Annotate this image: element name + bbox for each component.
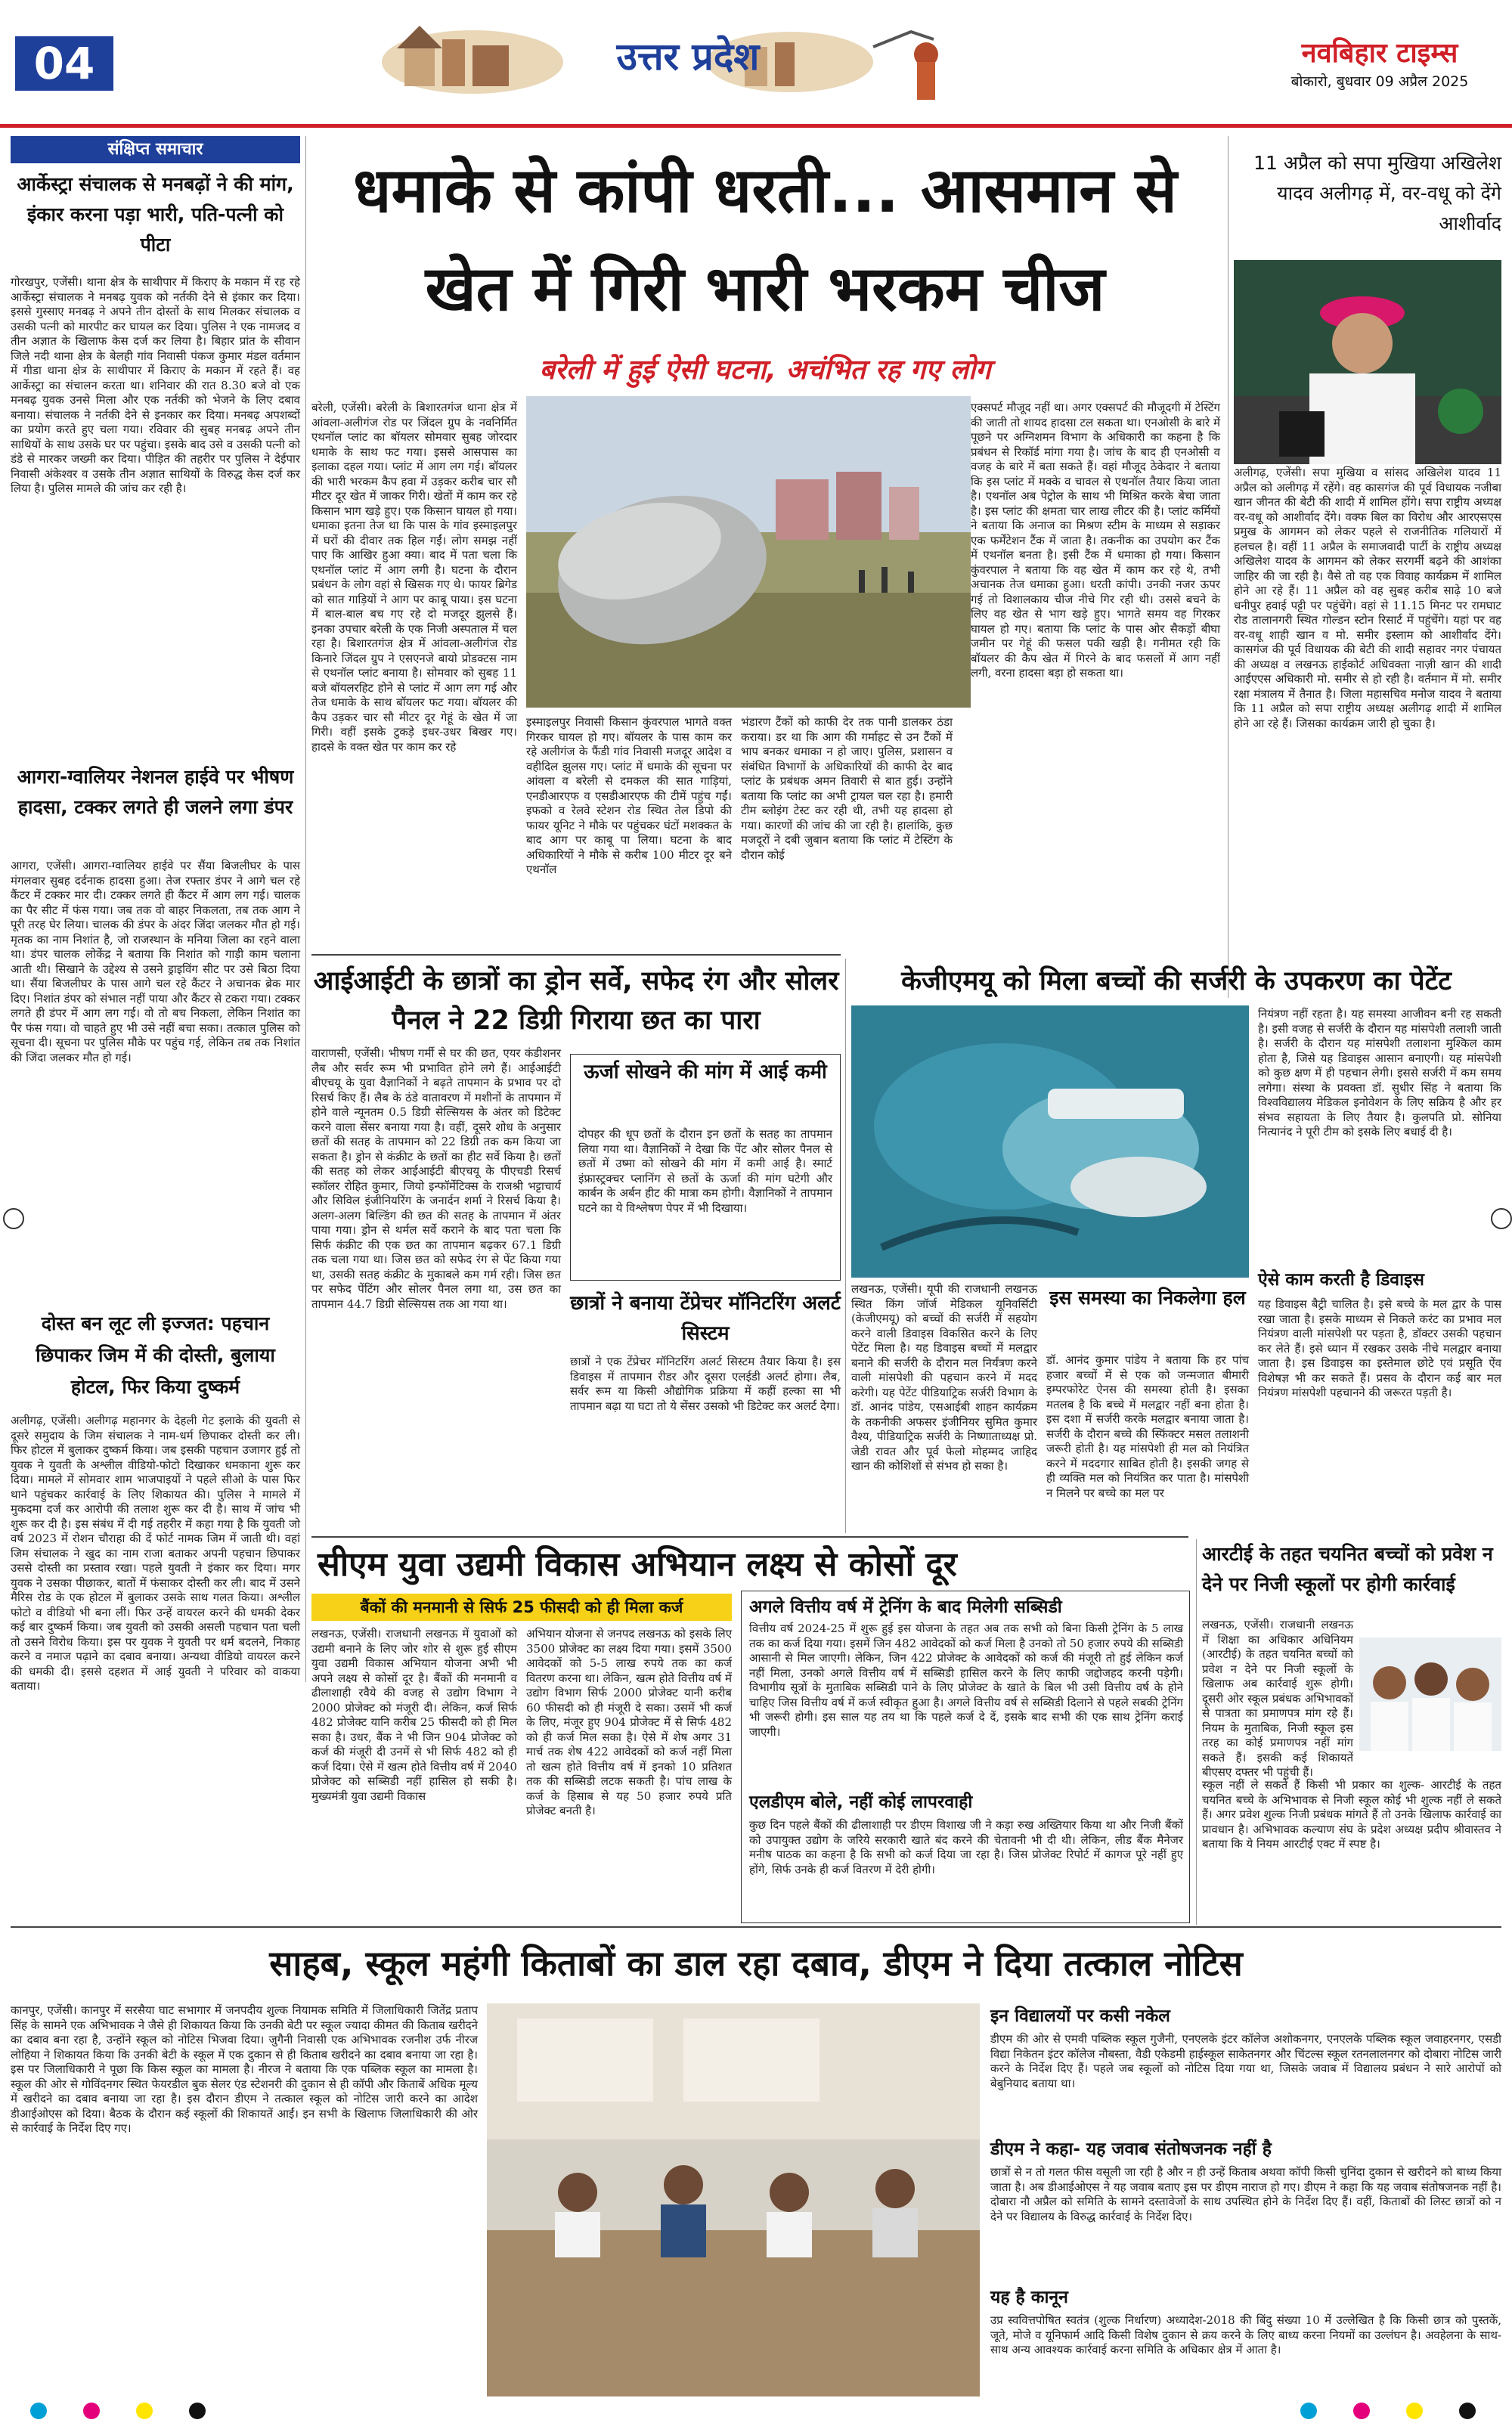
color-registration-dot bbox=[136, 2403, 153, 2419]
sidebar-label: संक्षिप्त समाचार bbox=[11, 136, 300, 163]
color-registration-dot bbox=[189, 2403, 206, 2419]
sidebar-story-2-headline: आगरा-ग्वालियर नेशनल हाईवे पर भीषण हादसा, टक्कर लगते ही जलने लगा डंपर bbox=[11, 762, 300, 853]
kgmu-subhead-2: ऐसे काम करती है डिवाइस bbox=[1258, 1270, 1424, 1290]
color-registration-dot bbox=[1406, 2403, 1423, 2419]
rte-text-2: स्कूल नहीं ले सकते हैं किसी भी प्रकार का शुल्क- आरटीई के तहत चयनित बच्चे के अभिभावक से निजी स्कूल कोई भी शुल्क नहीं ले सकते हैं। अगर प्रवेश शुल्क निजी प्रबंधक मांगते हैं तो उनके खिलाफ कार्रवाई का प्रावधान है। अभिभावक कल्याण संघ के प्रदेश अध्यक्ष प्रदीप श्रीवास्तव ने बताया कि ये नियम आरटीई एक्ट में स्पष्ट है। bbox=[1202, 1778, 1501, 1851]
lead-column-4: एक्सपर्ट मौजूद नहीं था। अगर एक्सपर्ट की मौजूदगी में टेस्टिंग की जाती तो शायद हादसा टल सकता था। एनओसी के बारे में पूछने पर अग्निशमन विभाग के अधिकारी का कहना है कि प्रबंधन से रिकॉर्ड मांगा गया है। जांच के बाद ही एनओसी व वजह के बारे में बता सकते हैं। वहां मौजूद ठेकेदार ने बताया कि इस प्लांट में मक्के व चावल से एथनॉल तैयार किया जाता है। एथनॉल अब पेट्रोल के साथ भी मिश्रित करके बेचा जाता है। इस प्लांट की क्षमता चार लाख लीटर की है। प्लांट कर्मियों ने बताया कि अनाज का मिश्रण स्टीम के माध्यम से सड़ाकर एक फर्मेंटेशन टैंक में जाता है। तकनीक का उपयोग कर टैंक में एथनॉल बनता है। इसी टैंक में धमाका हो गया। किसान कुंवरपाल ने बताया कि वह खेत में काम कर रहे थे, तभी अचानक तेज धमाका हुआ। धरती कांपी। उनकी नजर ऊपर गई तो विशालकाय चीज नीचे गिर रही थी। उससे बचने के लिए वह खेत से भाग खड़े हुए। भागते समय वह गिरकर घायल हो गए। बताया कि प्लांट के पास ओर सैकड़ों बीघा जमीन पर गेहूं की फसल पकी खड़ी है। गनीमत रही कि बॉयलर की कैप खेत में गिरने के बाद फसलों में आग नहीं लगी, वरना हादसा बड़ा हो सकता था। bbox=[971, 401, 1220, 680]
iit-headline: आईआईटी के छात्रों का ड्रोन सर्वे, सफेद रंग और सोलर पैनल ने 22 डिग्री गिराया छत का पारा bbox=[313, 966, 839, 1036]
lead-column-1: बरेली, एजेंसी। बरेली के बिशारतगंज थाना क्षेत्र में आंवला-अलीगंज रोड पर जिंदल ग्रुप के नवनिर्मित एथनॉल प्लांट का बॉयलर सोमवार सुबह जोरदार धमाके के साथ फट गया। इससे आसपास का इलाका दहल गया। प्लांट में आग लग गई। बॉयलर की भारी भरकम कैप हवा में उड़कर करीब चार सौ मीटर दूर खेत में जाकर गिरी। खेतों में काम कर रहे किसान भाग खड़े हुए। एक किसान घायल हो गया। धमाका इतना तेज था कि पास के गांव इस्माइलपुर में घरों की दीवार तक हिल गईं। लोग समझ नहीं पाए कि आखिर हुआ क्या। बाद में पता चला कि एथनॉल प्लांट में आग लगी है। घटना के दौरान प्रबंधन के लोग वहां से खिसक गए थे। फायर ब्रिगेड को सात गाड़ियों ने आग पर काबू पाया। इस घटना में बाल-बाल बच गए रहे दो मजदूर झुलसे हैं। इनका उपचार बरेली के एक निजी अस्पताल में चल रहा है। बिशारतगंज क्षेत्र में आंवला-अलीगंज रोड किनारे जिंदल ग्रुप ने एसएनजे बायो प्रोडक्टस नाम से एथनॉल प्लांट बनाया है। सोमवार को सुबह 11 बजे बॉयलरहिट होने से प्लांट में आग लग गई और तेज धमाके के साथ बॉयलर फट गया। बॉयलर की कैप उड़कर चार सौ मीटर दूर गेहूं के खेत में जा गिरी। वहीं इसके टुकड़े इधर-उधर बिखर गए। हादसे के वक्त खेत पर काम कर रहे bbox=[311, 401, 517, 754]
color-registration-dot bbox=[1459, 2403, 1476, 2419]
section-rule bbox=[311, 1536, 1188, 1538]
rte-headline: आरटीई के तहत चयनित बच्चों को प्रवेश न देने पर निजी स्कूलों पर होगी कार्रवाई bbox=[1202, 1543, 1493, 1595]
school-subhead-2: डीएम ने कहा- यह जवाब संतोषजनक नहीं है bbox=[990, 2139, 1272, 2159]
column-rule bbox=[845, 959, 846, 1533]
school-photo bbox=[487, 2003, 980, 2396]
akhilesh-photo bbox=[1234, 260, 1501, 464]
lead-subhead: बरेली में हुई ऐसी घटना, अचंभित रह गए लोग bbox=[539, 355, 991, 386]
sidebar-story-3-headline: दोस्त बन लूट ली इज्जत: पहचान छिपाकर जिम में की दोस्ती, बुलाया होटल, फिर किया दुष्कर्म bbox=[11, 1308, 300, 1406]
school-subhead-3: यह है कानून bbox=[990, 2288, 1068, 2307]
rte-photo bbox=[1359, 1637, 1501, 1751]
akhilesh-headline: 11 अप्रैल को सपा मुखिया अखिलेश यादव अलीगढ़ में, वर-वधू को देंगे आशीर्वाद bbox=[1253, 152, 1501, 234]
lead-column-3: भंडारण टैंकों को काफी देर तक पानी डालकर ठंडा कराया। डर था कि आग की गर्माहट से उन टैंकों में भाप बनकर धमाका न हो जाए। पुलिस, प्रशासन व संबंधित विभागों के अधिकारियों की काफी देर बाद प्लांट के प्रबंधक अमन तिवारी से बात हुई। उन्होंने बताया कि प्लांट का अभी ट्रायल चल रहा है। हमारी टीम ब्लोइंग टेस्ट कर रही थी, तभी यह हादसा हो गया। कारणों की जांच की जा रही है। हालांकि, कुछ मजदूरों ने दबी जुबान बताया कि प्लांट में टेस्टिंग के दौरान कोई bbox=[741, 715, 953, 862]
section-title: उत्तर प्रदेश bbox=[616, 35, 760, 79]
dateline: बोकारो, बुधवार 09 अप्रैल 2025 bbox=[1290, 73, 1469, 90]
cm-training-box bbox=[741, 1591, 1190, 1923]
sidebar bbox=[11, 136, 300, 1693]
cm-subhead-3: एलडीएम बोले, नहीं कोई लापरवाही bbox=[749, 1792, 973, 1812]
section-rule bbox=[11, 1926, 1501, 1928]
page-number: 04 bbox=[15, 36, 113, 91]
school-headline: साहब, स्कूल महंगी किताबों का डाल रहा दबाव, डीएम ने दिया तत्काल नोटिस bbox=[269, 1943, 1243, 1984]
cm-text-1: लखनऊ, एजेंसी। राजधानी लखनऊ में युवाओं को उद्यमी बनाने के लिए जोर शोर से शुरू हुई सीएम युवा उद्यमी विकास अभियान योजना अभी भी अपने लक्ष्य से कोसों दूर है। बैंकों की मनमानी व ढीलाशाही रवैये की वजह से उद्योग विभाग ने 2000 प्रोजेक्ट को मंजूरी दी। लेकिन, कर्ज सिर्फ 482 प्रोजेक्ट यानि करीब 25 फीसदी को ही मिल सका है। उधर, बैंक ने भी जिन 904 प्रोजेक्ट को कर्ज की मंजूरी दी उनमें से भी सिर्फ 482 को ही कर्ज दिया। ऐसे में खत्म होते वित्तीय वर्ष में 2040 प्रोजेक्ट को सब्सिडी नहीं हासिल हो सकी है। मुख्यमंत्री युवा उद्यमी विकास bbox=[311, 1627, 517, 1803]
kgmu-text-3: नियंत्रण नहीं रहता है। यह समस्या आजीवन बनी रह सकती है। इसी वजह से सर्जरी के दौरान यह मांसपेशी तलाशी जाती है। सर्जरी के दौरान यह मांसपेशी तलाशना मुश्किल काम होता है, जिसे यह डिवाइस आसान बनाएगी। यह मांसपेशी को कुछ क्षण में ही पहचान लेगी। इससे सर्जरी में कम समय लगेगा। संस्था के प्रवक्ता डॉ. सुधीर सिंह ने बताया कि विश्वविद्यालय मेडिकल इनोवेशन के लिए सक्रिय है और हर संभव सहायता के लिए तैयार है। कुलपति प्रो. सोनिया नित्यानंद ने पूरी टीम को इसके लिए बधाई दी है। bbox=[1258, 1007, 1501, 1139]
sidebar-story-1-headline: आर्केस्ट्रा संचालक से मनबढ़ों ने की मांग, इंकार करना पड़ा भारी, पति-पत्नी को पीटा bbox=[17, 173, 294, 256]
sidebar-story-2-text: आगरा, एजेंसी। आगरा-ग्वालियर हाईवे पर सैंया बिजलीघर के पास मंगलवार सुबह दर्दनाक हादसा हुआ। तेज रफ्तार डंपर ने आगे चल रहे कैंटर में टक्कर मार दी। टक्कर लगते ही कैंटर में आग लग गई। चालक का पैर सीट में फंस गया। जब तक वो बाहर निकलता, तब तक आग ने पूरी तरह घेर लिया। चालक की डंपर के अंदर जिंदा जलकर मौत हो गई। मृतक का नाम निशांत है, जो राजस्थान के मनिया जिला का रहने वाला था। डंपर चालक लोकेंद्र ने बताया कि निशांत को गाड़ी काम चलाना आती थी। सिखाने के उद्देश्य से उसने ड्राइविंग सीट पर उसे बिठा दिया था। सैंया बिजलीघर के पास आगे चल रहे कैंटर ने अचानक ब्रेक मार दिए। निशांत डंपर को संभाल नहीं पाया और कैंटर से टकरा गया। टक्कर लगते ही डंपर में आग लग गई। वो तो बच निकला, लेकिन निशांत का पैर फंस गया। वो चाहते हुए भी उसे नहीं बचा सका। तत्काल पुलिस को सूचना दी। सूचना पर पुलिस मौके पर पहुंच गई, लेकिन तब तक निशांत की जिंदा जलकर मौत हो गई। bbox=[11, 859, 300, 1064]
iit-text: वाराणसी, एजेंसी। भीषण गर्मी से घर की छत, एयर कंडीशनर लैब और सर्वर रूम भी प्रभावित होने लगे हैं। आईआईटी बीएचयू के युवा वैज्ञानिकों ने बढ़ते तापमान के प्रभाव पर दो रिसर्च किए हैं। लैब के ठंडे वातावरण में मशीनों के तापमान में होने वाले न्यूनतम 0.5 डिग्री सेल्सियस के अंतर को डिटेक्ट करने वाला सेंसर बनाया गया है। वहीं, दूसरे शोध के अनुसार छतों की सतह के तापमान को 22 डिग्री तक कम किया जा सकता है। ड्रोन से कंक्रीट के छतों का हीट सर्वे किया है। छतों की सतह को लेकर आईआईटी बीएचयू के पीएचडी रिसर्च स्कॉलर रोहित कुमार, जियो इन्फॉर्मेटिक्स के राजश्री भट्टाचार्य और सिविल इंजीनियरिंग के जनार्दन शर्मा ने रिसर्च किया है। अलग-अलग बिल्डिंग की छत की सतह के तापमान में अंतर पाया गया। ड्रोन से थर्मल सर्वे कराने के बाद पता चला कि सिर्फ कंक्रीट की एक छत का तापमान बढ़कर 67.1 डिग्री तक चला गया था। जिस छत को सफेद रंग से पेंट किया गया था, उसकी सतह कंक्रीट के मुकाबले कम गर्म रही। जिस छत पर सफेद पेंटिंग और सोलर पैनल लगा था, उस छत का तापमान 44.7 डिग्री सेल्सियस तक आ गया था। bbox=[311, 1046, 561, 1311]
cm-subhead-1: बैंकों की मनमानी से सिर्फ 25 फीसदी को ही मिला कर्ज bbox=[311, 1594, 732, 1621]
page-header bbox=[0, 0, 1512, 129]
akhilesh-text: अलीगढ़, एजेंसी। सपा मुखिया व सांसद अखिलेश यादव 11 अप्रैल को अलीगढ़ में रहेंगे। वह कासगंज की पूर्व विधायक नजीबा खान जीनत की बेटी की शादी में शामिल होंगे। सपा राष्ट्रीय अध्यक्ष वर-वधू को आशीर्वाद देंगे। वक्फ बिल का विरोध और आरएसएस प्रमुख के आगमन को लेकर पहले से राजनीतिक गलियारों में हलचल है। वहीं 11 अप्रैल के समाजवादी पार्टी के राष्ट्रीय अध्यक्ष अखिलेश यादव के आगमन को लेकर सरगर्मी बढ़ने की आशंका जाहिर की जा रही है। वैसे तो वह एक विवाह कार्यक्रम में शामिल होने आ रहे हैं। 11 अप्रैल को वह सुबह करीब साढ़े 10 बजे धनीपुर हवाई पट्टी पर पहुंचेंगे। वहां से 11.15 मिनट पर रामघाट रोड तालानगरी स्थित गोल्डन स्टोन रिसार्ट में पहुंचेंगे। यहां पर वह वर-वधू शाही खान व मो. समीर इस्लाम को आशीर्वाद देंगे। कासगंज की पूर्व विधायक की बेटी की शादी सहावर नगर पंचायत की अध्यक्ष व लखनऊ हाईकोर्ट अधिवक्ता नाज़ी खान की शादी आईएएस अधिकारी मो. समीर से हो रही है। वर्तमान में मो. समीर रक्षा मंत्रालय में तैनात है। जिला महासचिव मनोज यादव ने बताया कि 11 अप्रैल को सपा राष्ट्रीय अध्यक्ष अलीगढ़ शादी में शामिल होने आ रहे हैं। जिसका कार्यक्रम जारी हो चुका है। bbox=[1234, 466, 1501, 730]
school-text-3: छात्रों से न तो गलत फीस वसूली जा रही है और न ही उन्हें किताब अथवा कॉपी किसी चुनिंदा दुकान से खरीदने को बाध्य किया जाता है। अब डीआईओएस ने यह जवाब बताए इस पर डीएम नाराज हो गए। डीएम ने कहा कि यह जवाब संतोषजनक नहीं है। दोबारा नौ अप्रैल को समिति के सामने दस्तावेजों के साथ उपस्थित होने के निर्देश दिए हैं। वहीं, किताबों की लिस्ट छात्रों को न देने पर विद्यालय के विरुद्ध कार्रवाई के निर्देश दिए। bbox=[990, 2165, 1501, 2223]
school-text-4: उप्र स्ववित्तपोषित स्वतंत्र (शुल्क निर्धारण) अध्यादेश-2018 की बिंदु संख्या 10 में उल्लेखित है कि किसी छात्र को पुस्तकें, जूते, मोजे व यूनिफार्म आदि किसी विशेष दुकान से क्रय करने के लिए बाध्य करना नियमों का उल्लंघन है। अवहेलना के साथ-साथ अन्य आवश्यक कार्रवाई करना समिति के अधिकार क्षेत्र में आता है। bbox=[990, 2313, 1501, 2356]
header-rule bbox=[0, 124, 1512, 128]
iit-box-1-text: दोपहर की धूप छतों के दौरान इन छतों के सतह का तापमान लिया गया था। वैज्ञानिकों ने देखा कि पेंट और सोलर पैनल से छतों में उष्मा को सोखने की मांग में कमी आई है। स्मार्ट इंफ्रास्ट्रक्चर प्लानिंग से छतों के ऊर्जा की मांग घटेगी और कार्बन के अर्बन हीट की मात्रा कम होगी। वैज्ञानिकों ने तापमान घटने का ये विश्लेषण पेपर में भी दिखाया। bbox=[578, 1127, 832, 1215]
school-text-1: कानपुर, एजेंसी। कानपुर में सरसैया घाट सभागार में जनपदीय शुल्क नियामक समिति में जिलाधिकारी जितेंद्र प्रताप सिंह के सामने एक अभिभावक ने जैसे ही शिकायत किया कि उनकी बेटी पर स्कूल ज्यादा कीमत की किताब खरीदने का दबाव बना रहा है, उन्होंने स्कूल को नोटिस भिजवा दिया। जुगैनी निवासी एक अभिभावक रजनीश उर्फ नीरज लोहिया ने शिकायत किया कि उनकी बेटी के स्कूल में एक दुकान से ही किताब खरीदने का दबाव बनाया जा रहा है। इस पर जिलाधिकारी ने पूछा कि किस स्कूल का मामला है। नीरज ने बताया कि एक पब्लिक स्कूल का मामला है। स्कूल की ओर से गोविंदनगर स्थित फेयरडील बुक सेलर एंड स्टेशनरी की दुकान से ही कॉपी और किताबें अधिक मूल्य में खरीदने का दबाव बनाया जा रहा है। इस दौरान डीएम ने तत्काल स्कूल को नोटिस जारी करने का आदेश डीआईओएस को दिया। बैठक के दौरान कई स्कूलों की शिकायतें आईं। इन सभी के खिलाफ जिलाधिकारी की ओर से कार्रवाई के निर्देश दिए गए। bbox=[11, 2003, 478, 2135]
rte-text-1: लखनऊ, एजेंसी। राजधानी लखनऊ में शिक्षा का अधिकार अधिनियम (आरटीई) के तहत चयनित बच्चों को प्रवेश न देने पर निजी स्कूलों के खिलाफ अब कार्रवाई शुरू होगी। दूसरी ओर स्कूल प्रबंधक अभिभावकों से पात्रता का प्रमाणपत्र मांग रहे हैं। नियम के मुताबिक, निजी स्कूल इस तरह का कोई प्रमाणपत्र नहीं मांग सकते हैं। इसकी कई शिकायतें बीएसए दफ्तर भी पहुंची हैं। bbox=[1202, 1618, 1353, 1779]
kgmu-text-2: डॉ. आनंद कुमार पांडेय ने बताया कि हर पांच हजार बच्चों में से एक को जन्मजात बीमारी इम्परफोरेट ऐनस की समस्या होती है। इसका मतलब है कि बच्चे में मलद्वार नहीं बना होता है। इस दशा में सर्जरी करके मलद्वार बनाया जाता है। सर्जरी के दौरान बच्चे की स्फिंक्टर मसल तलाशनी जरूरी होती है। यह मांसपेशी ही मल को नियंत्रित करने में मददगार साबित होती है। इसकी जगह से ही व्यक्ति मल को नियंत्रित कर पाता है। मांसपेशी न मिलने पर बच्चे का मल पर bbox=[1046, 1353, 1249, 1500]
masthead: नवबिहार टाइम्स bbox=[1301, 38, 1458, 69]
school-text-2: डीएम की ओर से एमवी पब्लिक स्कूल गुजैनी, एनएलके इंटर कॉलेज अशोकनगर, एनएलके पब्लिक स्कूल जवाहरनगर, एसडी विद्या निकेतन इंटर कॉलेज नौबस्ता, वैडी एकेडमी हाईस्कूल साकेतनगर और चिंटल्स स्कूल रतनलालनगर को दोबारा नोटिस जारी करने के निर्देश दिए हैं। पहले जब स्कूलों को नोटिस दिया गया था, जिसके जवाब में विद्यालय प्रबंधन ने सारे आरोपों को बेबुनियाद बताया था। bbox=[990, 2032, 1501, 2090]
color-registration-dot bbox=[1353, 2403, 1370, 2419]
kgmu-headline: केजीएमयू को मिला बच्चों की सर्जरी के उपकरण का पेटेंट bbox=[901, 966, 1452, 996]
iit-box-1 bbox=[570, 1054, 841, 1281]
color-registration-dot bbox=[1300, 2403, 1317, 2419]
kgmu-text-4: यह डिवाइस बैट्री चालित है। इसे बच्चे के मल द्वार के पास रखा जाता है। इसके माध्यम से निकले करंट का प्रभाव मल नियंत्रण वाली मांसपेशी पर पड़ता है, डॉक्टर उसकी पहचान कर लेते हैं। इसे ध्यान में रखकर उसके नीचे मलद्वार बनाया जाता है। इस डिवाइस का इस्तेमाल छोटे एवं प्रसूति ऐंव विशेषज्ञ भी कर सकते हैं। प्रसव के दौरान कई बार मल नियंत्रण मांसपेशी पहचानने की जरूरत पड़ती है। bbox=[1258, 1297, 1501, 1399]
column-rule bbox=[305, 136, 306, 1682]
iit-box-2-title: छात्रों ने बनाया टेंप्रेचर मॉनिटरिंग अलर्ट सिस्टम bbox=[570, 1292, 841, 1345]
color-registration-dot bbox=[30, 2403, 47, 2419]
cm-text-3: वित्तीय वर्ष 2024-25 में शुरू हुई इस योजना के तहत अब तक सभी को बिना किसी ट्रेनिंग के 5 लाख तक का कर्ज दिया गया। इसमें जिन 482 आवेदकों को कर्ज मिला है उनको तो 50 हजार रुपये की सब्सिडी आसानी से मिल जाएगी। लेकिन, जिन 422 प्रोजेक्ट के आवेदकों को कर्ज की मंजूरी तो हुई लेकिन कर्ज नहीं मिला, उनको अगले वित्तीय वर्ष में सब्सिडी हासिल करने के लिए काफी जद्दोजहद करनी पड़ेगी। विभागीय सूत्रों के मुताबिक सब्सिडी पाने के लिए प्रोजेक्ट के खाते के बिल भी उसी वित्तीय वर्ष के होने चाहिए जिस वित्तीय वर्ष में कर्ज स्वीकृत हुआ है। अगले वित्तीय वर्ष से सब्सिडी दिलाने से पहले सबकी ट्रेनिंग भी जरूरी होगी। इस साल यह तय था कि पहले कर्ज दे दें, इसके बाद सभी की एक साथ ट्रेनिंग कराई जाएगी। bbox=[749, 1622, 1183, 1739]
sidebar-story-3-text: अलीगढ़, एजेंसी। अलीगढ़ महानगर के देहली गेट इलाके की युवती से दूसरे समुदाय के जिम संचालक ने नाम-धर्म छिपाकर दोस्ती कर ली। फिर होटल में बुलाकर दुष्कर्म किया। जब इसकी पहचान उजागर हुई तो युवक ने युवती के अश्लील वीडियो-फोटो दिखाकर धमकाना शुरू कर दिया। मामले में सोमवार शाम भाजपाइयों ने पहले सीओ के पास फिर थाने पहुंचकर कार्रवाई के लिए शिकायत की। पुलिस ने मामले में मुकदमा दर्ज कर आरोपी की तलाश शुरू कर दी है। साथ में जांच भी शुरू कर दी है। इस संबंध में दी गई तहरीर में कहा गया है कि युवती जो वर्ष 2023 में रोशन चौराहा की दें फोर्ट नामक जिम में जाती थी। वहां जिम संचालक ने खुद का नाम राजा बताकर अपनी पहचान छिपाकर उससे दोस्ती का प्रस्ताव रखा। पहले युवती ने इंकार कर दिया। मगर युवक ने उसका पीछाकर, बातों में फंसाकर दोस्ती कर ली। बाद में उसने मैरिस रोड के एक होटल में बुलाकर उसके साथ गलत किया। अश्लील फोटो व वीडियो भी बना लीं। फिर उन्हें वायरल करने की धमकी देकर कई बार दुष्कर्म किया। जब युवती को उसकी असली पहचान पता चली तो उसने विरोध किया। इस पर युवक ने युवती पर धर्म बदलने, निकाह करने व नमाज पढ़ाने का दबाव बनाया। अन्यथा वीडियो वायरल करने की धमकी दी। इससे दहशत में आई युवती ने परिवार को वाकया बताया। bbox=[11, 1414, 300, 1693]
column-rule bbox=[1196, 1539, 1197, 1925]
cm-headline: सीएम युवा उद्यमी विकास अभियान लक्ष्य से कोसों दूर bbox=[318, 1545, 957, 1584]
color-registration-dot bbox=[83, 2403, 100, 2419]
iit-box-1-title: ऊर्जा सोखने की मांग में आई कमी bbox=[584, 1061, 827, 1083]
lead-headline: धमाके से कांपी धरती... आसमान से खेत में गिरी भारी भरकम चीज bbox=[353, 155, 1177, 325]
section-rule bbox=[311, 954, 841, 956]
kgmu-photo bbox=[851, 1005, 1249, 1278]
kgmu-subhead-1: इस समस्या का निकलेगा हल bbox=[1049, 1287, 1246, 1309]
cm-text-2: अभियान योजना से जनपद लखनऊ को इसके लिए 3500 प्रोजेक्ट का लक्ष्य दिया गया। इसमें 3500 आवेदकों को 5-5 लाख रुपये तक का कर्ज वितरण करना था। लेकिन, खत्म होते वित्तीय वर्ष में उद्योग विभाग सिर्फ 2000 प्रोजेक्ट यानी करीब 60 फीसदी को ही मंजूरी दे सका। उसमें भी कर्ज के लिए, मंजूर हुए 904 प्रोजेक्ट में से सिर्फ 482 को ही कर्ज मिल सका है। ऐसे में शेष अगर 31 मार्च तक शेष 422 आवेदकों को कर्ज नहीं मिला तो खत्म होते वित्तीय वर्ष में इनको 10 प्रतिशत तक की सब्सिडी लटक सकती है। पांच लाख के कर्ज के हिसाब से यह 50 हजार रुपये प्रति प्रोजेक्ट बनती है। bbox=[526, 1627, 732, 1817]
iit-box-2-text: छात्रों ने एक टेंप्रेचर मॉनिटरिंग अलर्ट सिस्टम तैयार किया है। इस डिवाइस में तापमान रीडर और दूसरा एलईडी अलर्ट होगा। लैब, सर्वर रूम या किसी औद्योगिक प्रक्रिया में कहीं हल्का सा भी तापमान बढ़ा या घटा तो ये सेंसर उसको भी डिटेक्ट कर अलर्ट देगा। bbox=[570, 1355, 841, 1413]
lead-column-2: इस्माइलपुर निवासी किसान कुंवरपाल भागते वक्त गिरकर घायल हो गए। बॉयलर के पास काम कर रहे अलीगंज के फैंडी गांव निवासी मजदूर आदेश व वहीदिल झुलस गए। प्लांट में धमाके की सूचना पर आंवला व बरेली से दमकल की सात गाड़ियां, एनडीआरएफ व एसडीआरएफ की टीमें पहुंच गईं। इफको व रेलवे स्टेशन रोड स्थित तेल डिपो की फायर यूनिट ने मौके पर पहुंचकर घंटों मशक्कत के बाद आग पर काबू पा लिया। घटना के बाद अधिकारियों ने मौके से करीब 100 मीटर दूर बने एथनॉल bbox=[526, 715, 732, 876]
cm-subhead-2: अगले वित्तीय वर्ष में ट्रेनिंग के बाद मिलेगी सब्सिडी bbox=[749, 1597, 1062, 1617]
kgmu-text-1: लखनऊ, एजेंसी। यूपी की राजधानी लखनऊ स्थित किंग जॉर्ज मेडिकल यूनिवर्सिटी (केजीएमयू) को बच्चों की सर्जरी में सहयोग करने वाली डिवाइस विकसित करने के लिए पेटेंट मिला है। यह डिवाइस बच्चों में मलद्वार बनाने की सर्जरी के दौरान मल निर्यंत्रण करने वाली मांसपेशी की पहचान करने में मदद करेगी। यह पेटेंट पीडियाट्रिक सर्जरी विभाग के डॉ. आनंद पांडेय, एसआईबी शाहन कार्यक्रम के तकनीकी अफसर इंजीनियर सुमित कुमार वैश्य, पीडियाट्रिक सर्जरी के निष्णाताध्यक्ष प्रो. जेडी रावत और पूर्व फेलो मोहम्मद जाहिद खान की कोशिशों से संभव हो सका है। bbox=[851, 1282, 1037, 1473]
school-subhead-1: इन विद्यालयों पर कसी नकेल bbox=[990, 2006, 1170, 2026]
sidebar-story-1-text: गोरखपुर, एजेंसी। थाना क्षेत्र के साथीपार में किराए के मकान में रह रहे आर्केस्ट्रा संचालक ने मनबढ़ युवक को नर्तकी देने से इंकार कर दिया। इससे गुस्साए मनबढ़ ने अपने तीन दोस्तों के साथ मिलकर संचालक व उसकी पत्नी को मारपीट कर घायल कर दिया। पुलिस ने एक नामजद व तीन अज्ञात के खिलाफ केस दर्ज कर लिया है। बिहार प्रांत के सीवान जिले नदी थाना क्षेत्र के बेलही गांव निवासी पंकज कुमार मंडल वर्तमान में गीडा थाना क्षेत्र के साथीपार में किराए के मकान में रहते हैं। वह आर्केस्ट्रा का संचालन करता था। शनिवार की रात 8.30 बजे वो एक मनबढ़ युवक उनसे मिला और एक नर्तकी को भेजने के लिए दबाव बनाया। संचालक ने नर्तकी देने से इनकार कर दिया। मनबढ़ अपशब्दों का प्रयोग करते हुए चला गया। रविवार की सुबह मनबढ़ अपने तीन साथियों के साथ उसके घर पर पहुंचा। इसके बाद उसे व उसकी पत्नी को डंडे से मारकर जख्मी कर दिया। पीड़ित की तहरीर पर पुलिस ने देईपार निवासी अंकेश्वर व उसके तीन अज्ञात साथियों के विरुद्ध केस दर्ज कर लिया है। पुलिस मामले की जांच कर रही है। bbox=[11, 275, 300, 495]
cm-text-4: कुछ दिन पहले बैंकों की ढीलाशाही पर डीएम विशाख जी ने कड़ा रुख अख्तियार किया था और निजी बैंकों को उपायुक्त उद्योग के जरिये सरकारी खाते बंद करने की चेतावनी भी दी थी। लेकिन, लीड बैंक मैनेजर मनीष पाठक का कहना है कि सभी को कर्ज दिया जा रहा है। जिस प्रोजेक्ट रिपोर्ट में कागज पूरे नहीं हुए होंगे, सिर्फ उनके ही कर्ज वितरण में देरी होगी। bbox=[749, 1818, 1183, 1876]
lead-photo bbox=[526, 396, 971, 708]
